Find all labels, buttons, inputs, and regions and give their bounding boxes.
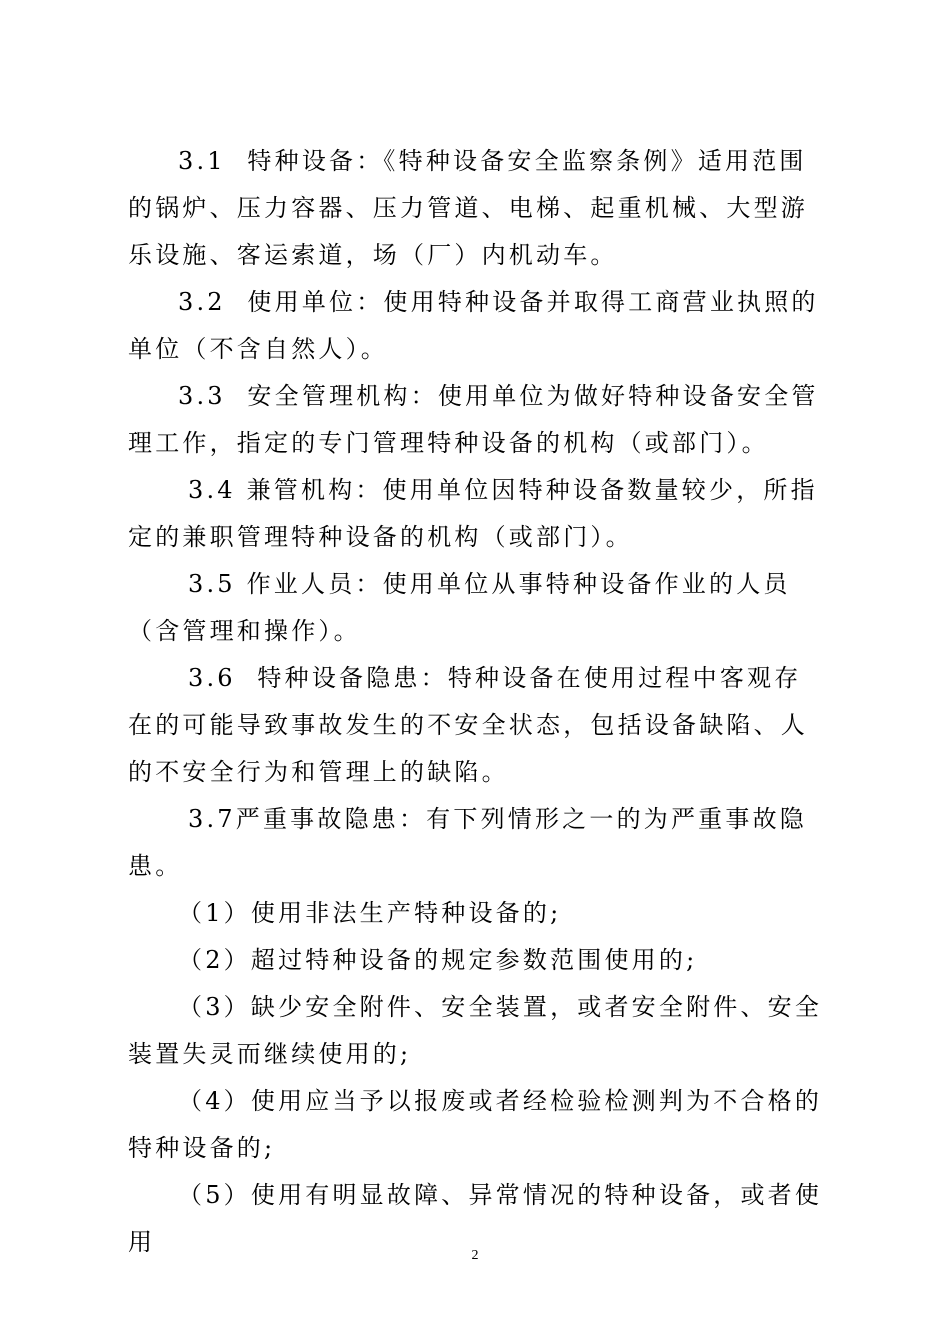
paragraph-3-4: 3.4 兼管机构：使用单位因特种设备数量较少，所指定的兼职管理特种设备的机构（或部门）。 [128, 476, 818, 551]
page-number: 2 [471, 1248, 479, 1263]
list-item-3: （3）缺少安全附件、安全装置，或者安全附件、安全装置失灵而继续使用的; [128, 993, 823, 1068]
paragraph-3-3: 3.3 安全管理机构：使用单位为做好特种设备安全管理工作，指定的专门管理特种设备的机构（或部门）。 [128, 382, 819, 457]
list-item-4: （4）使用应当予以报废或者经检验检测判为不合格的特种设备的; [128, 1087, 823, 1162]
paragraph-3-1: 3.1 特种设备：《特种设备安全监察条例》适用范围的锅炉、压力容器、压力管道、电梯、起重机械、大型游乐设施、客运索道，场（厂）内机动车。 [128, 147, 808, 269]
paragraph-3-7: 3.7严重事故隐患：有下列情形之一的为严重事故隐患。 [128, 805, 807, 880]
body-text [128, 138, 828, 1266]
paragraph-3-6: 3.6 特种设备隐患：特种设备在使用过程中客观存在的可能导致事故发生的不安全状态，包括设备缺陷、人的不安全行为和管理上的缺陷。 [128, 664, 808, 786]
paragraph-3-2: 3.2 使用单位：使用特种设备并取得工商营业执照的单位（不含自然人）。 [128, 288, 819, 363]
list-item-5: （5）使用有明显故障、异常情况的特种设备，或者使用 [128, 1181, 823, 1256]
list-item-1: （1）使用非法生产特种设备的; [178, 899, 562, 927]
paragraph-3-5: 3.5 作业人员：使用单位从事特种设备作业的人员（含管理和操作）。 [128, 570, 791, 645]
list-item-2: （2）超过特种设备的规定参数范围使用的; [178, 946, 698, 974]
